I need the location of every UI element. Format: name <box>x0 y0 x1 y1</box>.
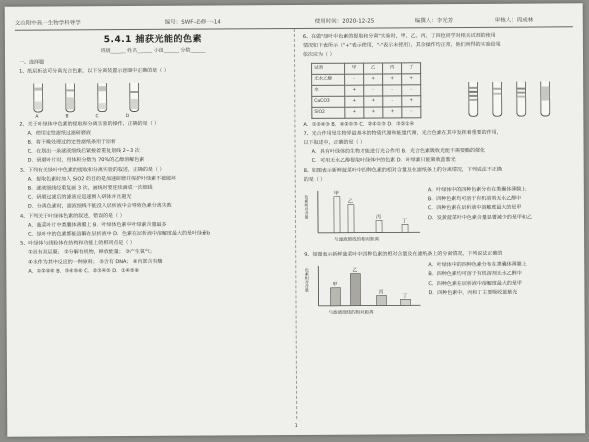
table-cell: + <box>345 96 364 107</box>
q3-option-c: C．研磨过滤后的滤液应迅速倒入研钵并且避光 <box>27 194 132 201</box>
table-header-cell: 乙 <box>364 63 383 74</box>
tube-label-d: D <box>125 113 130 119</box>
result-tube-3-icon <box>516 82 526 117</box>
chart1-y-label: 色素相对含量 <box>304 194 310 219</box>
table-cell: - <box>402 84 421 95</box>
q8-chart-block <box>304 185 572 249</box>
question-3: 3、下列有关绿叶中色素的提取和分离实验的叙述，正确的是（ ） <box>19 166 165 174</box>
chart2-bar-yi <box>350 274 360 306</box>
chart1-label-yi: 乙 <box>347 198 353 205</box>
student-info-fields: 班级______ 姓名______ 小组______ 分数______ <box>100 47 206 55</box>
q9-chart-block <box>304 261 572 325</box>
chart1-bar-bing <box>376 220 382 232</box>
q3-option-d: D．分离色素时，滤液细线不能没入层析液中会导致色素分离失败 <box>27 203 172 211</box>
reagent-table <box>311 62 421 119</box>
question-6-line3: 依次应为（ ） <box>302 52 335 59</box>
tube-label-a: A <box>35 114 39 120</box>
question-8: 8、如图表示新鲜菠菜叶中四种色素的相对含量及在滤纸条上的分离情况，下列说法不正确 <box>303 166 502 174</box>
table-cell: + <box>364 74 383 85</box>
q2-option-d: D．研磨叶片时，用体积分数为 70%的乙醇溶解色素 <box>27 157 145 165</box>
chart1-bar-ding <box>402 224 408 232</box>
q8-option-d: D．发黄菠菜叶中色素含量显著减少的是甲和乙 <box>427 214 532 221</box>
table-header-cell: 丙 <box>383 62 402 73</box>
table-header-cell: 试剂 <box>312 63 345 74</box>
q1-tube-diagrams <box>33 79 287 113</box>
table-cell: + <box>383 106 402 117</box>
chart2-bar-jia <box>330 288 340 306</box>
q9-option-c: C．四种色素在层析液中溶解度最大的是甲 <box>428 280 522 287</box>
table-row <box>312 106 421 118</box>
q9-pigment-chart <box>304 261 424 320</box>
chart1-bar-jia <box>334 197 340 233</box>
code-label: 编号：SWF-必修一-14 <box>164 19 221 26</box>
date-label: 使用时间：2020-12-25 <box>314 18 375 25</box>
table-row <box>312 95 421 107</box>
table-cell: + <box>383 73 402 84</box>
question-6-line2: 情况如下表所示（"+"表示使用，"-"表示未使用），其余操作均正常，他们所得的实验结果 <box>302 41 501 50</box>
chart2-label-jia: 甲 <box>332 281 338 289</box>
tube-label-c: C <box>95 113 99 119</box>
chart1-label-bing: 丙 <box>375 214 382 221</box>
school-label: 文山附中高一生物学科导学 <box>14 20 81 27</box>
chart2-label-bing: 丙 <box>378 289 384 296</box>
table-header-cell: 丁 <box>402 62 421 73</box>
tube-label-b: B <box>65 113 69 120</box>
q5-statement-2: ④水作为其中反应的一种原料； ⑤含有 DNA； ⑥内部含有酶 <box>28 258 163 266</box>
table-cell: CaCO3 <box>312 96 345 107</box>
table-cell: 无水乙醇 <box>312 74 345 85</box>
tube-a-icon <box>33 83 43 112</box>
result-tube-1-icon <box>468 82 478 117</box>
column-divider <box>294 29 297 419</box>
table-cell: - <box>364 85 383 96</box>
question-4: 4、下列关于叶绿体色素的叙述，错误的是（ ） <box>19 212 125 220</box>
q2-option-c: C．在划出一条滤液细线后紧接着重复划线 2~3 次 <box>27 148 140 155</box>
chart2-label-yi: 乙 <box>352 267 358 274</box>
table-cell: + <box>402 95 421 106</box>
table-row <box>312 73 421 85</box>
section-heading: 一、选择题 <box>19 59 45 66</box>
chart2-bar-bing <box>376 296 386 306</box>
q5-statement-1: ①具有双层膜； ②分解有机物，释放能量； ③产生氧气； <box>28 249 155 257</box>
q3-option-a: A．提取色素时加入 SiO2 的目的是加速研磨并保护叶绿素不被破坏 <box>27 175 177 183</box>
q8-options <box>428 185 574 223</box>
q9-options <box>428 261 574 299</box>
table-cell: + <box>345 85 364 96</box>
table-cell: + <box>345 107 364 118</box>
table-cell: + <box>364 96 383 107</box>
table-row <box>312 84 421 96</box>
question-9: 9、如图表示新鲜菠菜叶中四种色素的相对含量及在滤纸条上的分离情况，下列说法正确的 <box>304 250 503 258</box>
question-7: 7、光合作用是生物界最基本的物质代谢和能量代谢，光合色素在其中发挥着重要的作用， <box>303 129 502 137</box>
q2-option-a: A．使用定性滤纸过滤研磨液 <box>27 130 91 137</box>
table-header-cell: 甲 <box>345 63 364 74</box>
table-cell: - <box>345 74 364 85</box>
q9-option-d: D．四种色素中，丙和丁主要吸收蓝紫光 <box>428 289 518 297</box>
right-column <box>303 31 573 326</box>
q2-option-b: B．将干燥处理过的定性滤纸条用于层析 <box>27 139 116 146</box>
question-1: 1、纸层析法可分离光合色素，以下分离装置示意图中正确的是（ ） <box>19 68 169 76</box>
q3-option-b: B．滤液细线经重复画 3 次，画线时要连续画成一次细线 <box>27 184 153 192</box>
chart1-x-label: 与滤液细线的相对距离 <box>334 237 380 243</box>
chart2-bar-ding <box>400 300 410 306</box>
table-cell: 水 <box>312 85 345 96</box>
chart1-label-jia: 甲 <box>333 190 339 197</box>
tube-b-icon <box>65 83 75 112</box>
reagent-table-header <box>312 62 421 74</box>
table-cell: + <box>402 73 421 84</box>
q6-result-tubes <box>468 81 550 117</box>
question-2: 2、关于叶绿体中色素的提取和分离实验的操作，正确的是（ ） <box>19 120 160 128</box>
question-5: 5、叶绿体与线粒体在结构和功能上的相同点是（ ） <box>20 240 135 247</box>
q9-option-a: A．叶绿体中的四种色素分布在类囊体薄膜上 <box>428 261 527 269</box>
q5-answer-options: A．①②④⑥ B．③④⑤⑥ C．②③④⑤ D．①④⑤⑥ <box>28 267 140 275</box>
chart2-y-label: 色素相对含量 <box>304 268 310 293</box>
result-tube-4-icon <box>540 81 550 116</box>
table-cell: - <box>402 106 421 117</box>
reviewer-label: 审核人：周成林 <box>494 17 534 24</box>
tube-c-icon <box>97 83 107 112</box>
q7-option-ab: A．具有叶绿体的生物才能进行光合作用 B．光合色素吸收光能不需要酶的催化 <box>311 148 486 156</box>
worksheet-page <box>5 3 586 437</box>
q6-answer-options: A．①②④③ B．④②①③ C．②④①③ D．③②①④ <box>303 120 415 128</box>
chart1-label-ding: 丁 <box>401 218 408 225</box>
q8-option-a: A．叶绿体中的四种色素分布在类囊体薄膜上 <box>427 186 527 194</box>
author-label: 编撰人：李光芳 <box>414 18 454 25</box>
table-cell: SiO2 <box>312 107 345 118</box>
page-number: 1 <box>294 422 298 430</box>
table-cell: + <box>364 107 383 118</box>
chart1-bar-yi <box>348 205 354 233</box>
tube-d-icon <box>129 83 139 112</box>
chart2-x-label: 与滤液细线的相对距离 <box>328 310 374 317</box>
chart2-label-ding: 丁 <box>402 293 408 300</box>
question-6: 6、在做"绿叶中色素的提取和分离"实验时，甲、乙、丙、丁四位同学对相关试剂的使用 <box>302 32 496 40</box>
table-cell: - <box>383 84 402 95</box>
q9-option-b: B．四种色素均可溶于有机溶剂无水乙醇中 <box>428 271 522 278</box>
table-cell: - <box>383 95 402 106</box>
question-7-line2: 以下叙述中，正确的是（ ） <box>303 139 366 146</box>
q4-option-ab: A．菠菜叶片中类囊体薄膜上 B．叶绿体色素中叶绿素含量最多 <box>28 221 167 229</box>
worksheet-title: 5.4.1 捕获光能的色素 <box>103 34 203 46</box>
q7-option-cd: C．可用无水乙醇提取叶绿体中的色素 D．叶绿素只能吸收蓝紫光 <box>311 157 456 165</box>
q8-option-c: C．四种色素在层析液中溶解度最大的是甲 <box>427 205 522 212</box>
q4-option-cd: C．绿叶中的色素都能溶解在层析液中 D．色素在层析液中溶解度最大的是叶绿素b <box>28 230 211 238</box>
left-column <box>19 33 288 277</box>
result-tube-2-icon <box>492 82 502 117</box>
question-8-line2: 的是（ ） <box>303 176 326 183</box>
q8-pigment-chart <box>304 186 424 245</box>
q8-option-b: B．四种色素均可溶于有机溶剂无水乙醇中 <box>427 195 522 203</box>
